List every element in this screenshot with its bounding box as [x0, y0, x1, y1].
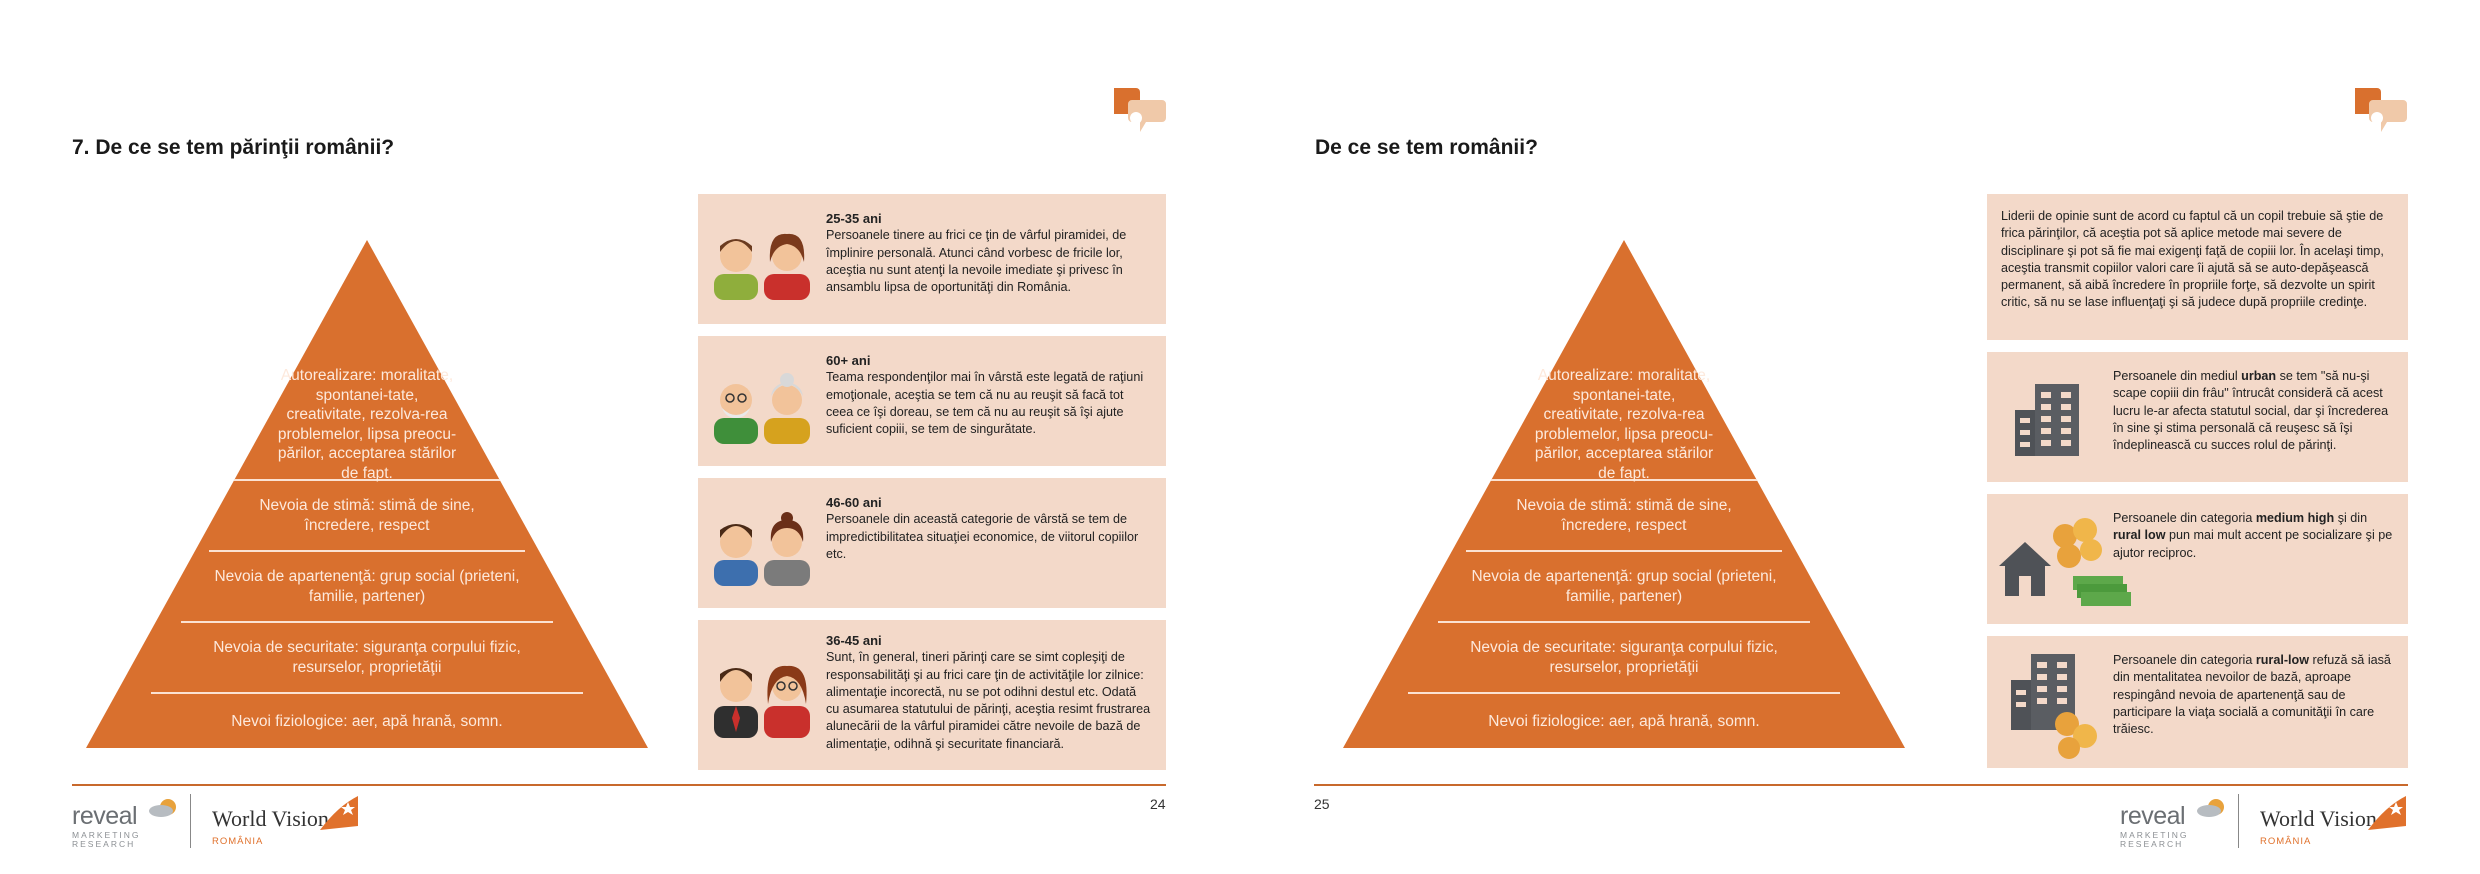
- world-vision-subtitle: ROMÂNIA: [2260, 836, 2312, 847]
- age-box-text: Persoanele din această categorie de vârstă se tem de impredictibilitatea situaţiei economice, de viitorul copiilor etc.: [826, 512, 1139, 561]
- footer-logos: [2120, 792, 2420, 852]
- age-range-label: 60+ ani: [826, 353, 871, 368]
- building-coins-icon: [2007, 650, 2107, 760]
- pyramid-level-esteem: Nevoia de stimă: stimă de sine, încredere, respect: [1516, 497, 1732, 534]
- rural-low-text: Persoanele din categoria rural-low refuză să iasă din mentalitatea nevoilor de bază, aproape respingând nevoia de apartenenţă sau de participare la viaţa socială a comunităţii în care trăiesc.: [2113, 653, 2391, 737]
- world-vision-subtitle: ROMÂNIA: [212, 836, 264, 847]
- rural-low-highlight: rural low: [2113, 528, 2166, 543]
- opinion-leaders-text: Liderii de opinie sunt de acord cu faptul că un copil trebuie să ştie de frica părinţilor, că aceştia pot să aplice metode mai severe de disciplinare şi pot să fie mai exigenţi faţă de copiii lor. În acelaşi timp, aceştia transmit copiilor valori care îi ajută să se auto-depăşească permanent, să aibă încredere în propriile forţe, să dezvolte un spirit critic, să nu se lase influenţaţi şi să judece după propriile credinţe.: [2001, 209, 2384, 310]
- reveal-logo: reveal: [72, 802, 138, 830]
- reveal-logo-subtitle: MARKETING RESEARCH: [2120, 830, 2189, 849]
- age-box-36-45: [698, 620, 1166, 770]
- page-25: [1240, 0, 2480, 874]
- reveal-logo-subtitle: MARKETING RESEARCH: [72, 830, 141, 849]
- needs-pyramid: [86, 240, 648, 748]
- reveal-cloud-icon: [148, 798, 178, 818]
- speech-bubbles-icon: [2353, 86, 2409, 136]
- footer-rule: [72, 784, 1166, 786]
- medium-high-highlight: medium high: [2255, 511, 2335, 525]
- elderly-couple-icon: [710, 366, 816, 444]
- needs-pyramid: [1343, 240, 1905, 748]
- rural-low-box: [1987, 636, 2408, 768]
- page-number: 24: [1150, 796, 1166, 812]
- world-vision-star-icon: [2368, 796, 2406, 830]
- pyramid-level-self-actualization: Autorealizare: moralitate, spontanei-tate, creativitate, rezolva-rea problemelor, lipsa preocu-părilor, acceptarea stărilor de fapt.: [1534, 367, 1714, 482]
- pyramid-level-belonging: Nevoia de apartenenţă: grup social (prieteni, familie, partener): [1471, 568, 1777, 605]
- young-couple-icon: [710, 222, 816, 300]
- age-box-text: Sunt, în general, tineri părinţi care se simt copleşiţi de responsabilităţi şi au frici care ţin de activităţile lor zilnice: alimentaţie incorectă, nu se pot odihni destul etc. Odată cu asumarea statutului de părinţi, aceştia resimt frustrarea alunecării de la vârful piramidei către nevoile de bază de alimentaţie, odihnă şi securitate financiară.: [826, 650, 1151, 751]
- pyramid-level-safety: Nevoia de securitate: siguranţa corpului fizic, resurselor, proprietăţii: [1470, 639, 1778, 676]
- age-range-label: 46-60 ani: [826, 495, 882, 510]
- urban-box: [1987, 352, 2408, 482]
- middle-aged-couple-icon: [710, 508, 816, 586]
- speech-bubbles-icon: [1112, 86, 1168, 136]
- pyramid-level-safety: Nevoia de securitate: siguranţa corpului fizic, resurselor, proprietăţii: [213, 639, 521, 676]
- age-box-text: Persoanele tinere au frici ce ţin de vârful piramidei, de împlinire personală. Atunci când vorbesc de fricile lor, aceştia nu sunt atenţi la nevoile imediate şi privesc în ansamblu lipsa de oportunităţi din România.: [826, 228, 1127, 295]
- footer-rule: [1314, 784, 2408, 786]
- pyramid-level-physiological: Nevoi fiziologice: aer, apă hrană, somn.: [1488, 713, 1760, 730]
- world-vision-star-icon: [320, 796, 358, 830]
- logo-divider: [190, 794, 191, 848]
- footer-logos: [72, 792, 372, 852]
- age-range-label: 25-35 ani: [826, 211, 882, 226]
- parents-couple-icon: [710, 648, 816, 738]
- reveal-logo: reveal: [2120, 802, 2186, 830]
- world-vision-logo: World Vision: [212, 806, 329, 831]
- pyramid-level-self-actualization: Autorealizare: moralitate, spontanei-tate, creativitate, rezolva-rea problemelor, lipsa preocu-părilor, acceptarea stărilor de fapt.: [277, 367, 457, 482]
- rural-low-highlight: rural-low: [2255, 653, 2310, 667]
- logo-divider: [2238, 794, 2239, 848]
- age-range-label: 36-45 ani: [826, 633, 882, 648]
- pyramid-level-physiological: Nevoi fiziologice: aer, apă hrană, somn.: [231, 713, 503, 730]
- age-box-60-plus: [698, 336, 1166, 466]
- age-box-46-60: [698, 478, 1166, 608]
- age-box-25-35: [698, 194, 1166, 324]
- pyramid-level-belonging: Nevoia de apartenenţă: grup social (prieteni, familie, partener): [214, 568, 520, 605]
- reveal-cloud-icon: [2196, 798, 2226, 818]
- page-title: 7. De ce se tem părinţii românii?: [72, 136, 395, 159]
- pyramid-level-esteem: Nevoia de stimă: stimă de sine, încredere, respect: [259, 497, 475, 534]
- age-box-text: Teama respondenţilor mai în vârstă este legată de raţiuni emoţionale, aceştia se tem că nu au reuşit să facă tot ceea ce îşi doreau, se tem că nu au reuşit să îşi ajute suficient copiii, se tem de singurătate.: [826, 370, 1144, 437]
- page-title: De ce se tem românii?: [1315, 136, 1538, 159]
- world-vision-logo: World Vision: [2260, 806, 2377, 831]
- page-number: 25: [1314, 796, 1330, 812]
- urban-highlight: urban: [2241, 369, 2277, 383]
- urban-text: Persoanele din mediul urban se tem "să nu-şi scape copiii din frâu" întrucât consideră că acest lucru le-ar afecta statutul social, dar şi încrederea în sine şi stima personală că reuşesc să îşi îndeplinească cu succes rolul de părinţi.: [2113, 369, 2389, 453]
- building-icon: [2011, 380, 2085, 456]
- opinion-leaders-box: [1987, 194, 2408, 340]
- medium-high-box: [1987, 494, 2408, 624]
- medium-high-text: Persoanele din categoria medium high şi din rural low pun mai mult accent pe socializare şi pe ajutor reciproc.: [2113, 511, 2393, 560]
